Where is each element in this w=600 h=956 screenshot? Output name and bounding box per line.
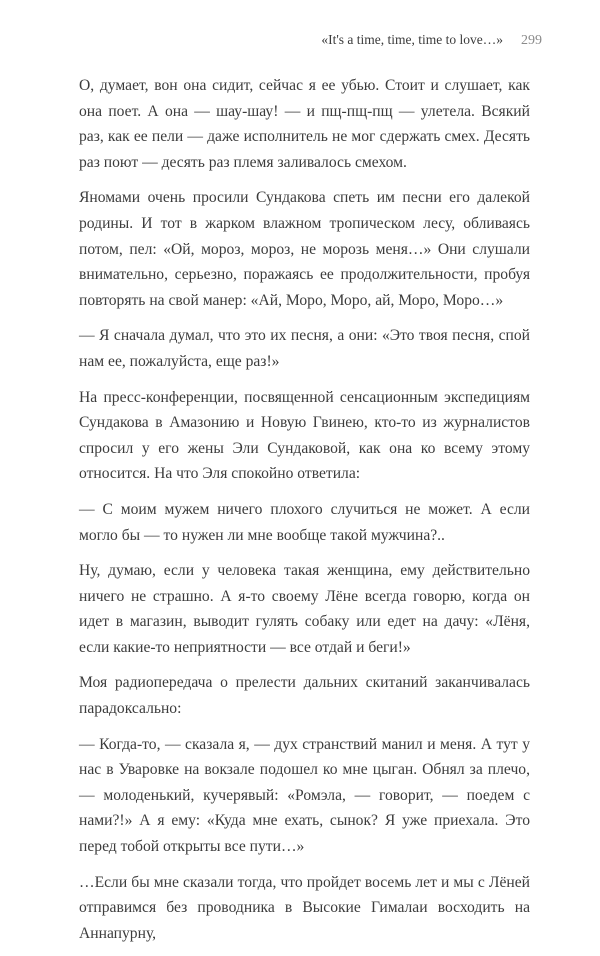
paragraph: Ну, думаю, если у человека такая женщина, ему действительно ничего не страшно. А я-то своему Лёне всегда говорю, когда он идет в магазин, выводит гулять собаку или едет на дачу: «Лёня, если какие-то неприятности — все отдай и беги!» — [79, 562, 530, 656]
paragraph: О, думает, вон она сидит, сейчас я ее убью. Стоит и слушает, как она поет. А она — шау-шау! — и пщ-пщ-пщ — улетела. Всякий раз, как ее пели — даже исполнитель не мог сдержать смех. Десять раз поют — десять раз племя заливалось смехом. — [79, 77, 530, 171]
page-number: 299 — [521, 33, 542, 48]
body-text — [79, 73, 530, 956]
paragraph: — С моим мужем ничего плохого случиться не может. А если могло бы — то нужен ли мне вообще такой мужчина?.. — [79, 500, 530, 544]
running-title: «It's a time, time, time to love…» — [321, 32, 503, 47]
paragraph: — Я сначала думал, что это их песня, а они: «Это твоя песня, спой нам ее, пожалуйста, еще раз!» — [79, 327, 530, 370]
paragraph: На пресс-конференции, посвященной сенсационным экспедициям Сундакова в Амазонию и Новую Гвинею, кто-то из журналистов спросил у его жены Эли Сундаковой, как она ко всему этому относится. На что Эля спокойно ответила: — [79, 388, 530, 483]
paragraph: Яномами очень просили Сундакова спеть им песни его далекой родины. И тот в жарком влажном тропическом лесу, обливаясь потом, пел: «Ой, мороз, мороз, не морозь меня…» Они слушали внимательно, серьезно, поражаясь ее продолжительности, пробуя повторять на свой манер: «Ай, Моро, Моро, ай, Моро, Моро…» — [79, 189, 530, 309]
paragraph: …Если бы мне сказали тогда, что пройдет восемь лет и мы с Лёней отправимся без проводника в Высокие Гималаи восходить на Аннапурну, — [79, 873, 530, 942]
paragraph: — Когда-то, — сказала я, — дух странствий манил и меня. А тут у нас в Уваровке на вокзале подошел ко мне цыган. Обнял за плечо, — молоденький, кучерявый: «Ромэла, — говорит, — поедем с нами?!» А я ему: «Куда мне ехать, сынок? Я уже приехала. Это перед тобой открыты все пути…» — [79, 735, 530, 856]
running-header — [321, 32, 542, 49]
paragraph: Моя радиопередача о прелести дальних скитаний заканчивалась парадоксально: — [79, 674, 530, 718]
